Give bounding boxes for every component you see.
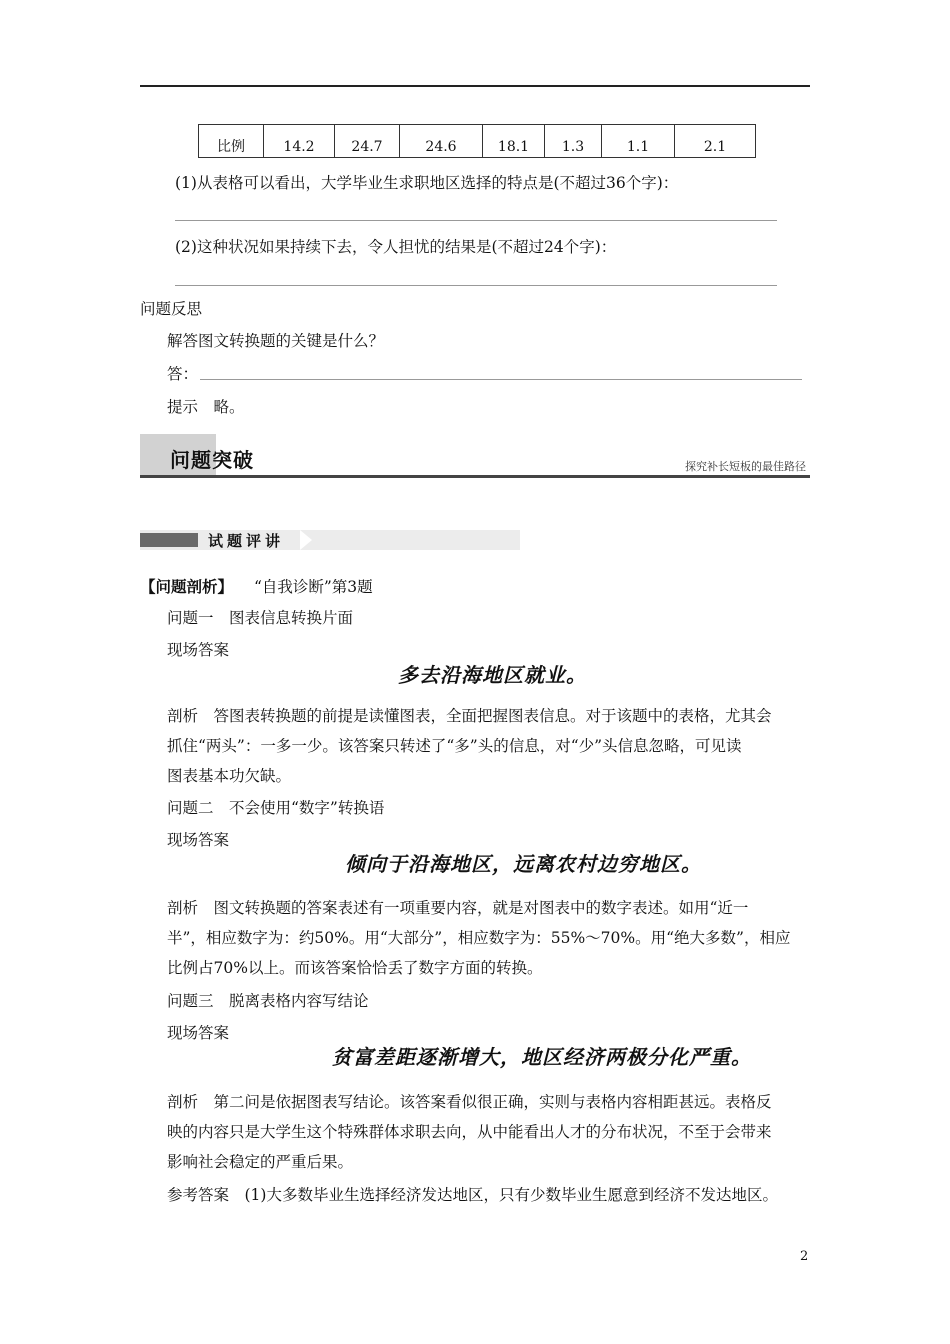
answer-blank-2[interactable] [175,285,777,286]
subsection-title: 试题评讲 [208,532,285,550]
hint: 提示 略。 [167,398,245,416]
problem-2-handwriting: 倾向于沿海地区，远离农村边穷地区。 [345,852,702,876]
comment-line: 剖析 图文转换题的答案表述有一项重要内容，就是对图表中的数字表述。如用“近一 [167,899,749,917]
section-title: 问题突破 [170,448,254,472]
comment-line: 影响社会稳定的严重后果。 [167,1153,354,1171]
problem-3-title: 问题三 脱离表格内容写结论 [167,992,369,1010]
arrow-icon [300,530,312,550]
table-cell: 24.6 [400,125,483,158]
table-cell-label: 比例 [199,125,264,158]
comment-line: 映的内容只是大学生这个特殊群体求职去向，从中能看出人才的分布状况，不至于会带来 [167,1123,772,1141]
section-subtitle: 探究补长短板的最佳路径 [685,460,806,473]
problem-1-handwriting: 多去沿海地区就业。 [398,663,587,687]
table-cell: 18.1 [483,125,545,158]
question-2: (2)这种状况如果持续下去，令人担忧的结果是(不超过24个字)： [175,238,617,256]
section-header [140,434,810,478]
problem-2-comment [167,893,817,983]
analysis-header [140,576,373,598]
table-cell: 2.1 [675,125,756,158]
problem-3-handwriting: 贫富差距逐渐增大，地区经济两极分化严重。 [332,1045,752,1069]
comment-line: 比例占70%以上。而该答案恰恰丢了数字方面的转换。 [167,959,543,977]
answer-blank-3[interactable] [200,379,802,380]
ratio-table [198,124,756,158]
table-cell: 1.3 [545,125,602,158]
problem-3-comment [167,1087,817,1177]
comment-line: 图表基本功欠缺。 [167,767,292,785]
analysis-source: “自我诊断”第3题 [253,578,373,596]
table-row [199,125,756,158]
comment-line: 剖析 答图表转换题的前提是读懂图表，全面把握图表信息。对于该题中的表格，尤其会 [167,707,772,725]
analysis-label: 【问题剖析】 [140,577,234,596]
comment-line: 半”，相应数字为：约50%。用“大部分”，相应数字为：55%～70%。用“绝大多数”，相应 [167,929,791,947]
comment-line: 剖析 第二问是依据图表写结论。该答案看似很正确，实则与表格内容相距甚远。表格反 [167,1093,772,1111]
subsection-header [140,530,520,550]
problem-1-comment [167,701,817,791]
subsection-marker [140,533,198,547]
comment-line: 抓住“两头”：一多一少。该答案只转述了“多”头的信息，对“少”头信息忽略，可见读 [167,737,742,755]
question-1: (1)从表格可以看出，大学毕业生求职地区选择的特点是(不超过36个字)： [175,174,679,192]
problem-2-answer-label: 现场答案 [167,831,230,849]
problem-1-title: 问题一 图表信息转换片面 [167,609,354,627]
table-cell: 1.1 [602,125,675,158]
reference-answer: 参考答案 (1)大多数毕业生选择经济发达地区，只有少数毕业生愿意到经济不发达地区。 [167,1186,778,1204]
problem-3-answer-label: 现场答案 [167,1024,230,1042]
table-cell: 14.2 [264,125,335,158]
reflection-heading: 问题反思 [140,300,203,318]
header-rule [140,85,810,87]
section-rule [140,475,810,478]
reflection-question: 解答图文转换题的关键是什么？ [167,332,385,350]
problem-1-answer-label: 现场答案 [167,641,230,659]
answer-label: 答： [167,365,199,383]
problem-2-title: 问题二 不会使用“数字”转换语 [167,799,385,817]
answer-blank-1[interactable] [175,220,777,221]
table-cell: 24.7 [335,125,400,158]
page-number: 2 [800,1249,809,1264]
